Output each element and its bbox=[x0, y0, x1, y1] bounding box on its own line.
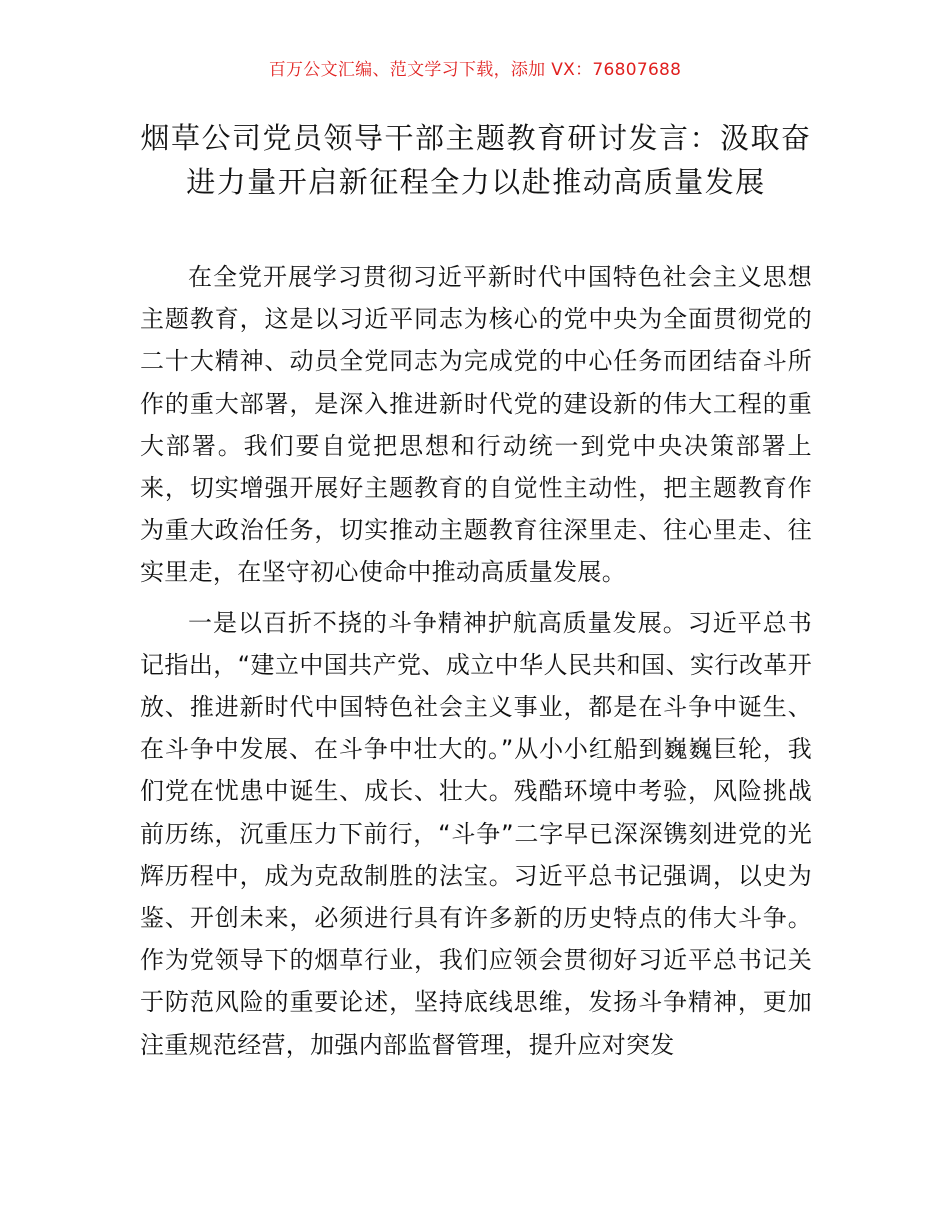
document-body bbox=[140, 256, 812, 1074]
header-watermark-note: 百万公文汇编、范文学习下载，添加 VX：76807688 bbox=[268, 60, 682, 80]
paragraph-point-one: 一是以百折不挠的斗争精神护航高质量发展。习近平总书记指出，“建立中国共产党、成立中华人民共和国、实行改革开放、推进新时代中国特色社会主义事业，都是在斗争中诞生、在斗争中发展、在斗争中壮大的。”从小小红船到巍巍巨轮，我们党在忧患中诞生、成长、壮大。残酷环境中考验，风险挑战前历练，沉重压力下前行，“斗争”二字早已深深镌刻进党的光辉历程中，成为克敌制胜的法宝。习近平总书记强调，以史为鉴、开创未来，必须进行具有许多新的历史特点的伟大斗争。作为党领导下的烟草行业，我们应领会贯彻好习近平总书记关于防范风险的重要论述，坚持底线思维，发扬斗争精神，更加注重规范经营，加强内部监督管理，提升应对突发 bbox=[140, 608, 812, 1059]
document-title: 烟草公司党员领导干部主题教育研讨发言：汲取奋进力量开启新征程全力以赴推动高质量发展 bbox=[140, 121, 812, 199]
paragraph-intro: 在全党开展学习贯彻习近平新时代中国特色社会主义思想主题教育，这是以习近平同志为核心的党中央为全面贯彻党的二十大精神、动员全党同志为完成党的中心任务而团结奋斗所作的重大部署，是深入推进新时代党的建设新的伟大工程的重大部署。我们要自觉把思想和行动统一到党中央决策部署上来，切实增强开展好主题教育的自觉性主动性，把主题教育作为重大政治任务，切实推动主题教育往深里走、往心里走、往实里走，在坚守初心使命中推动高质量发展。 bbox=[140, 263, 812, 587]
